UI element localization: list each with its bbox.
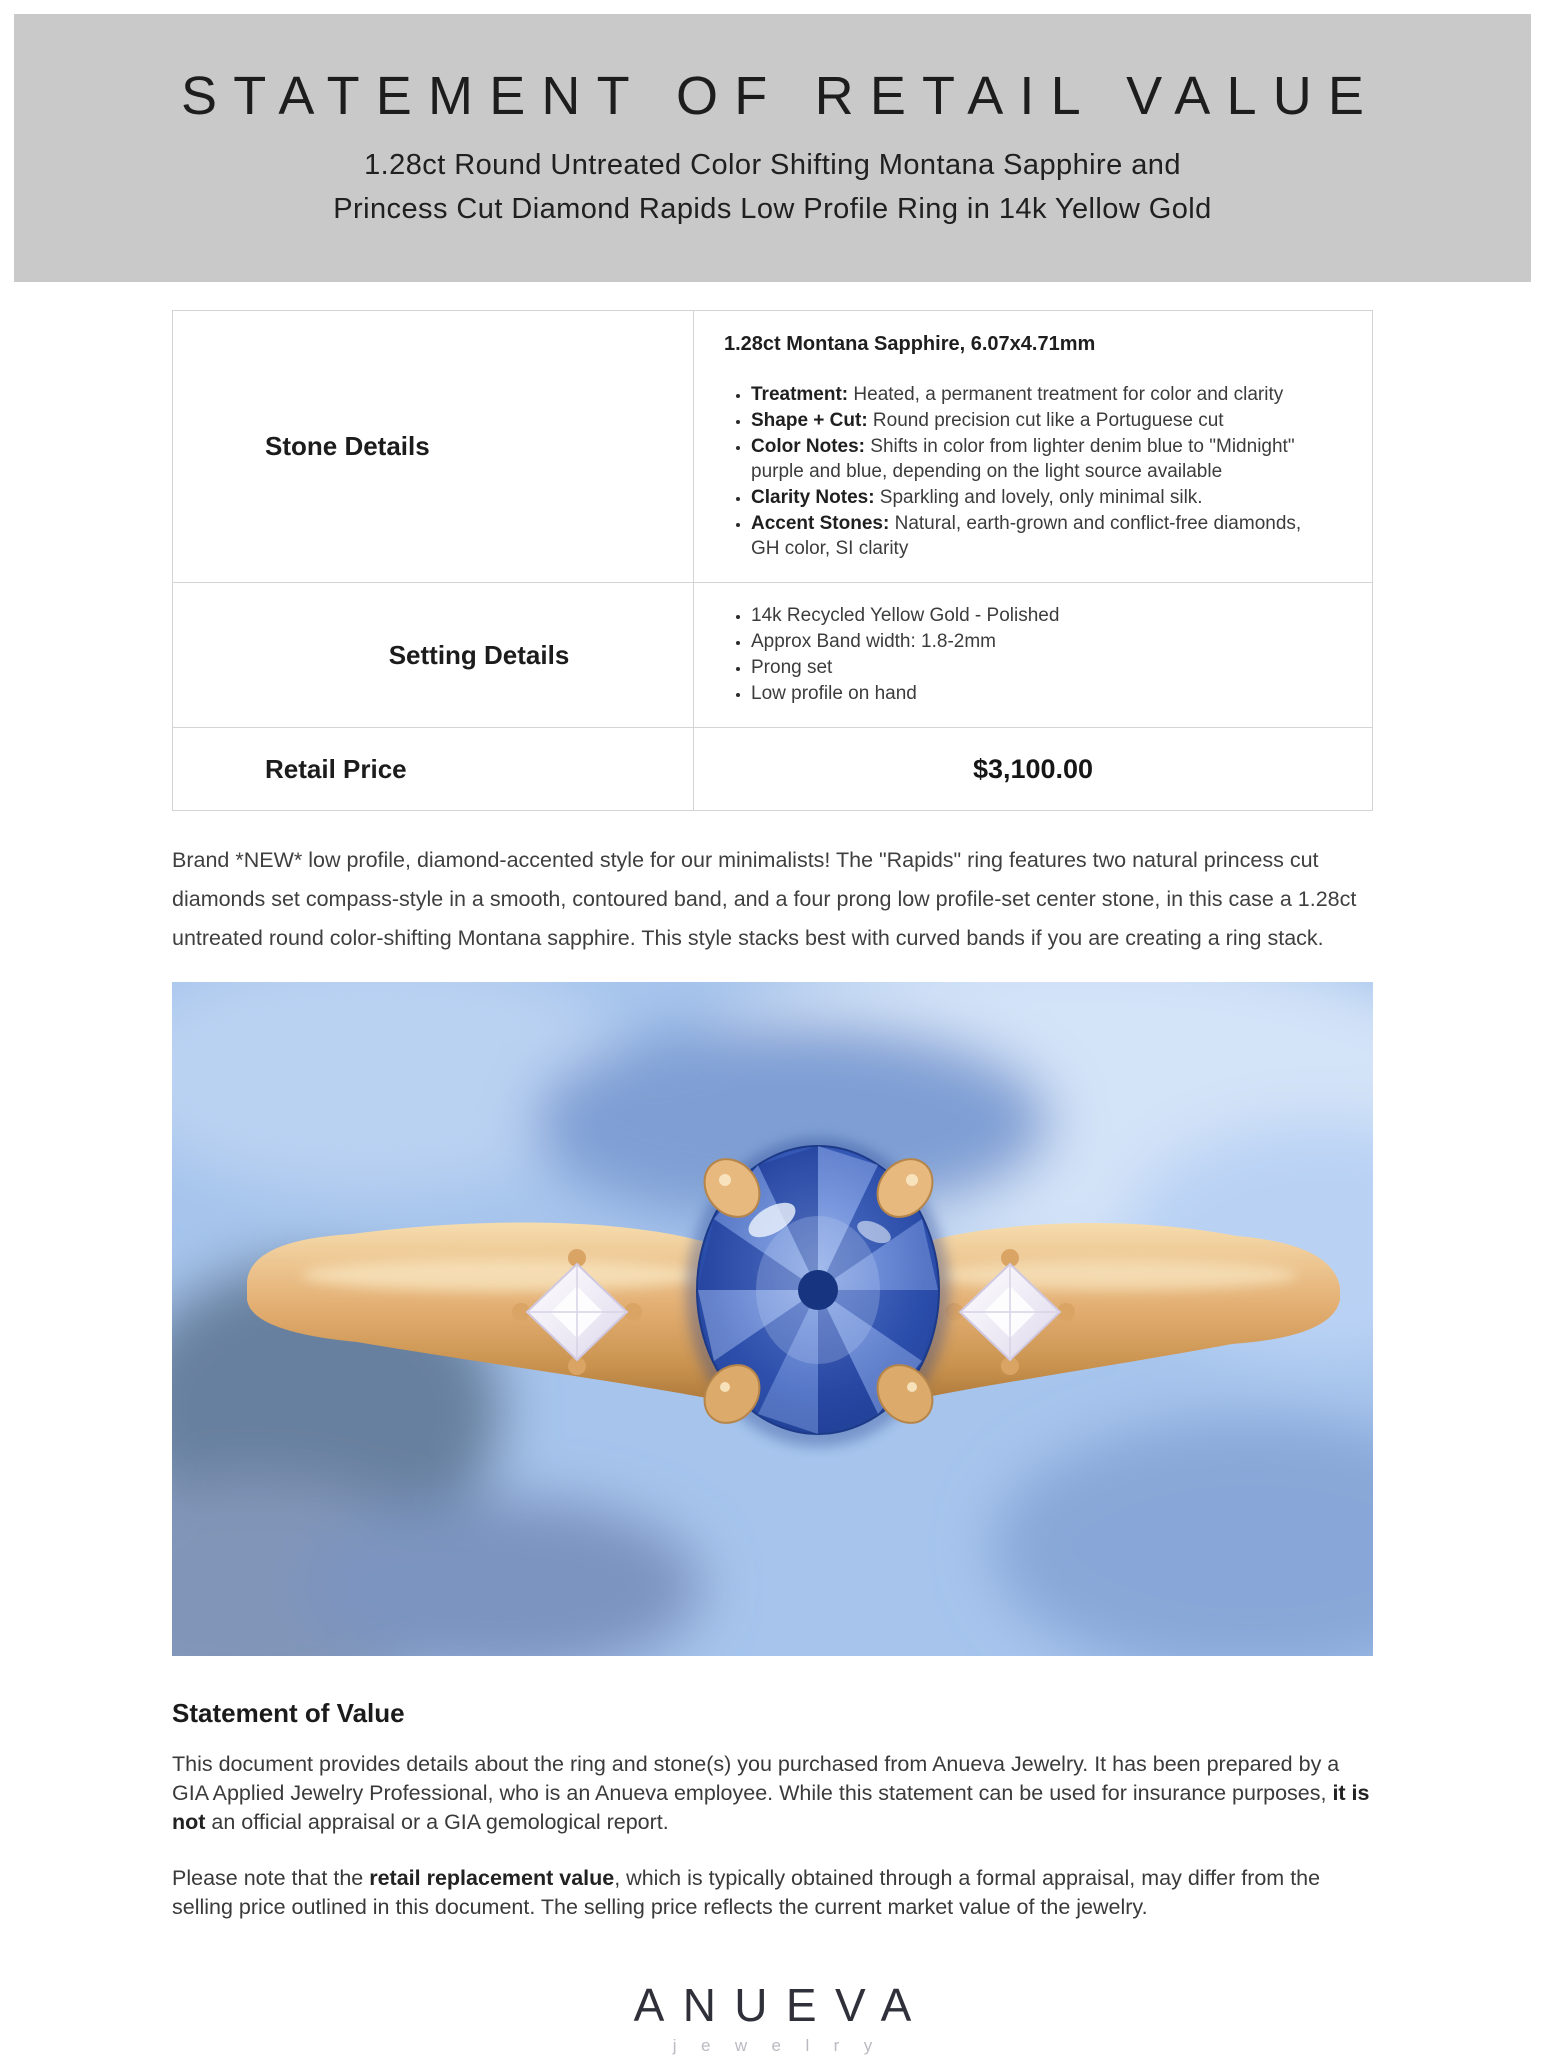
header-band <box>14 14 1531 282</box>
bullet-desc: Round precision cut like a Portuguese cut <box>867 410 1224 431</box>
bullet-term: Accent Stones: <box>751 513 890 534</box>
bullet-term: Color Notes: <box>751 436 865 457</box>
p1-text: This document provides details about the ring and stone(s) you purchased from Anueva Jewelry. It has been prepared by a GIA Applied Jewelry Professional, who is an Anueva employee. While this statement can be used for insurance purposes, <box>172 1752 1340 1805</box>
bullet-desc: Natural, earth-grown and conflict-free diamonds, GH color, SI clarity <box>751 513 1302 559</box>
brand-name: ANUEVA <box>633 1979 930 2031</box>
setting-details-label: Setting Details <box>388 639 570 670</box>
setting-details-content-cell <box>694 583 1372 728</box>
p1-bold-emphasis: it is not <box>172 1781 1370 1834</box>
bullet-term: Clarity Notes: <box>751 487 875 508</box>
page-subtitle <box>333 143 1212 231</box>
stone-bullet <box>751 434 1326 484</box>
product-description: Brand *NEW* low profile, diamond-accented style for our minimalists! The "Rapids" ring features two natural princess cut diamonds set compass-style in a smooth, contoured band, and a four prong low profile-set center stone, in this case a 1.28ct untreated round color-shifting Montana sapphire. This style stacks best with curved bands if you are creating a ring stack. <box>172 848 1357 950</box>
bullet-term: Shape + Cut: <box>751 410 868 431</box>
setting-bullet: • 14k Recycled Yellow Gold - Polished <box>751 603 1326 628</box>
bullet-desc: Heated, a permanent treatment for color and clarity <box>848 384 1284 405</box>
stone-bullet <box>751 382 1326 407</box>
setting-bullet: • Low profile on hand <box>751 681 1326 706</box>
stone-bullet-list <box>724 382 1326 561</box>
statement-paragraph-2 <box>172 1864 1373 1922</box>
brand-subtitle: j e w e l r y <box>672 2036 883 2055</box>
bullet-term: Treatment: <box>751 384 849 405</box>
setting-details-label-cell <box>173 583 694 728</box>
p2-text: Please note that the <box>172 1866 370 1890</box>
stone-bullet <box>751 408 1326 433</box>
p2-text-after: , which is typically obtained through a formal appraisal, may differ from the selling price outlined in this document. The selling price reflects the current market value of the jewelry. <box>172 1866 1321 1919</box>
p2-bold-emphasis: retail replacement value <box>369 1866 615 1890</box>
setting-bullet: • Approx Band width: 1.8-2mm <box>751 629 1326 654</box>
statement-of-value-heading: Statement of Value <box>172 1698 405 1728</box>
page-subtitle-line-1: 1.28ct Round Untreated Color Shifting Montana Sapphire and <box>364 149 1181 181</box>
bullet-desc: Shifts in color from lighter denim blue to "Midnight" purple and blue, depending on the light source available <box>751 436 1295 482</box>
page-subtitle-line-2: Princess Cut Diamond Rapids Low Profile Ring in 14k Yellow Gold <box>333 193 1212 225</box>
retail-price-label-cell <box>173 728 694 810</box>
page-title: STATEMENT OF RETAIL VALUE <box>181 66 1381 126</box>
ring-photo <box>172 982 1373 1656</box>
bullet-desc: Sparkling and lovely, only minimal silk. <box>874 487 1203 508</box>
stone-bullet <box>751 485 1326 510</box>
retail-price-label: Retail Price <box>265 753 407 784</box>
brand-logo <box>172 1978 1373 2056</box>
stone-details-label-cell <box>173 311 694 583</box>
setting-bullet-list <box>724 603 1326 707</box>
stone-heading: 1.28ct Montana Sapphire, 6.07x4.71mm <box>724 333 1096 355</box>
setting-bullet: • Prong set <box>751 655 1326 680</box>
retail-price-value-cell <box>694 728 1372 810</box>
details-table <box>172 310 1373 811</box>
p1-text-after: an official appraisal or a GIA gemological report. <box>205 1810 669 1834</box>
stone-bullet <box>751 511 1326 561</box>
ring-photo-illustration <box>172 982 1373 1656</box>
content-column <box>172 310 1373 2056</box>
stone-details-label: Stone Details <box>265 431 430 461</box>
retail-price-value: $3,100.00 <box>972 753 1094 784</box>
statement-paragraph-1 <box>172 1750 1373 1837</box>
stone-details-content-cell <box>694 311 1372 583</box>
